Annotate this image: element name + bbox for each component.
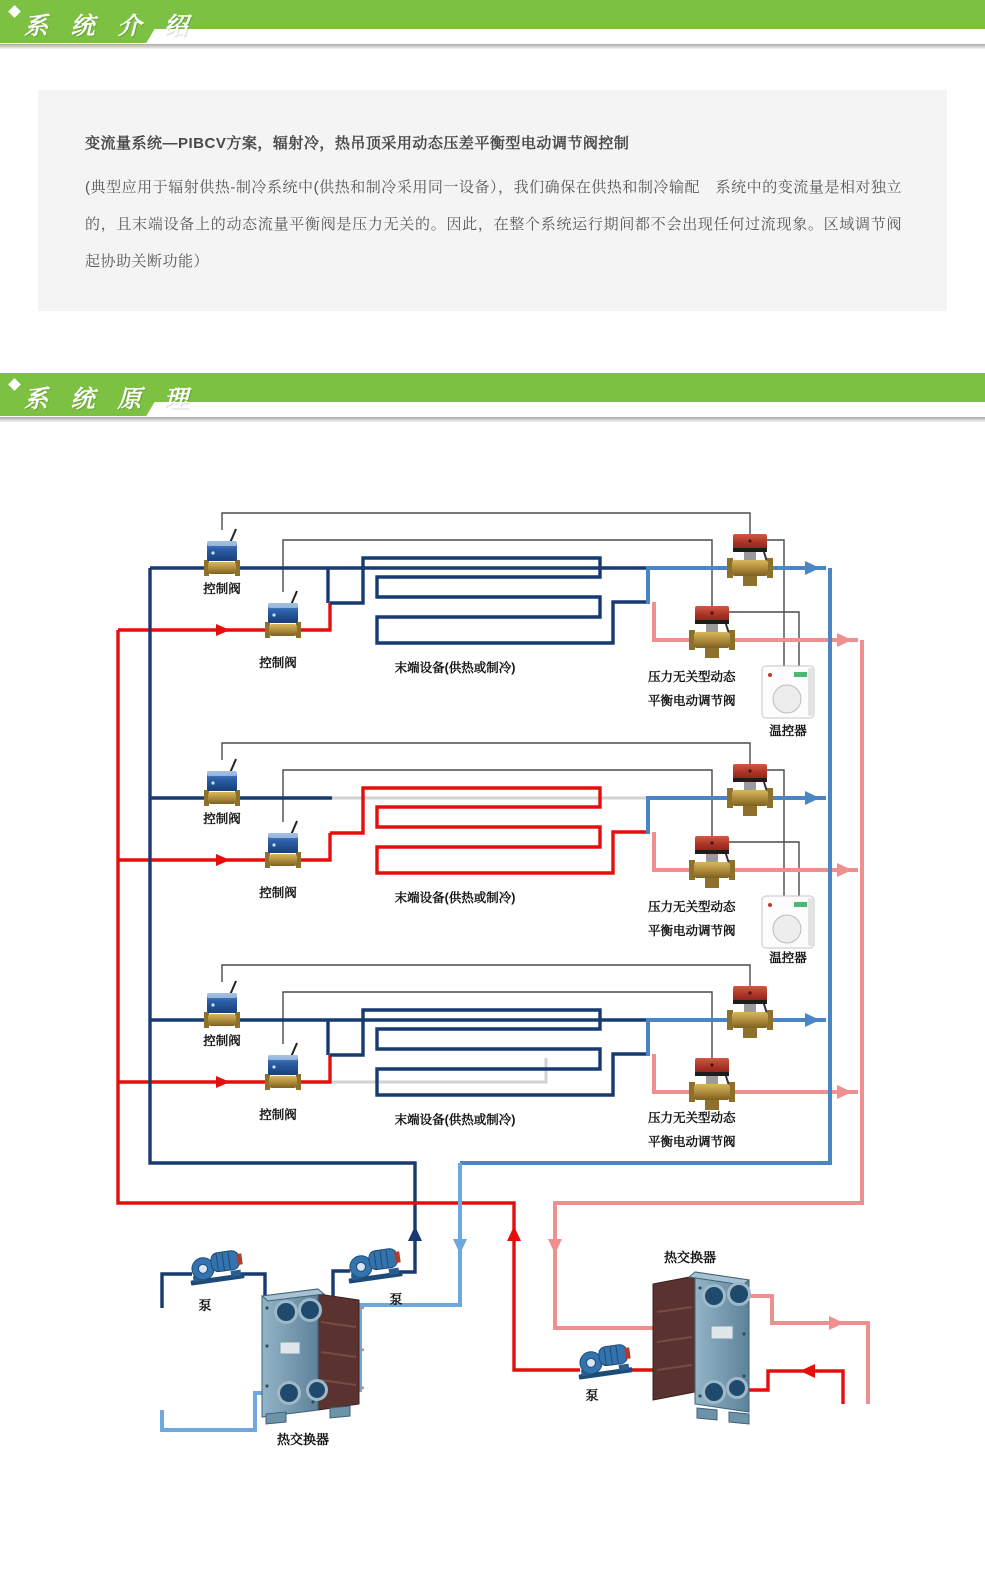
label-pump: 泵 — [585, 1388, 599, 1403]
label-heat-exchanger: 热交换器 — [276, 1432, 330, 1447]
pibcv-valve-icon — [727, 534, 773, 586]
label-control-valve: 控制阀 — [203, 812, 241, 826]
pump-icon — [345, 1247, 403, 1283]
control-valve-icon — [265, 1043, 301, 1090]
label-pibcv-1: 压力无关型动态 — [648, 900, 736, 914]
label-pibcv-1: 压力无关型动态 — [648, 1111, 736, 1125]
label-pibcv-1: 压力无关型动态 — [648, 670, 736, 684]
thermostat-icon — [762, 666, 814, 718]
signal-wires — [222, 513, 799, 1058]
label-control-valve: 控制阀 — [259, 1108, 297, 1122]
label-control-valve: 控制阀 — [259, 886, 297, 900]
control-valve-icon — [204, 529, 240, 576]
control-valve-icon — [265, 821, 301, 868]
pibcv-valve-icon — [727, 764, 773, 816]
pibcv-valve-icon — [727, 986, 773, 1038]
heat-exchanger-icon — [262, 1289, 364, 1424]
heat-exchanger-icon — [653, 1272, 750, 1424]
intro-title: 变流量系统—PIBCV方案，辐射冷，热吊顶采用动态压差平衡型电动调节阀控制 — [85, 135, 630, 152]
label-pibcv-2: 平衡电动调节阀 — [648, 694, 736, 708]
label-pibcv-2: 平衡电动调节阀 — [648, 1135, 736, 1149]
label-terminal-unit: 末端设备(供热或制冷) — [394, 891, 516, 905]
label-heat-exchanger: 热交换器 — [663, 1250, 717, 1265]
control-valve-icon — [265, 591, 301, 638]
section-title: 系 统 介 绍 — [24, 13, 197, 40]
intro-body: (典型应用于辐射供热-制冷系统中(供热和制冷采用同一设备），我们确保在供热和制冷输配 系统中的变流量是相对独立的，且末端设备上的动态流量平衡阀是压力无关的。因此，在整个系统运行期间都不会出现任何过流现象。区域调节阀起协助关断功能） — [85, 179, 902, 270]
control-valve-icon — [204, 759, 240, 806]
thermostat-icon — [762, 896, 814, 948]
pibcv-valve-icon — [689, 836, 735, 888]
intro-panel — [38, 90, 947, 311]
pump-icon — [575, 1343, 633, 1379]
banner-shadow — [0, 417, 985, 422]
label-thermostat: 温控器 — [769, 724, 807, 738]
label-terminal-unit: 末端设备(供热或制冷) — [394, 1113, 516, 1127]
label-terminal-unit: 末端设备(供热或制冷) — [394, 661, 516, 675]
label-thermostat: 温控器 — [769, 951, 807, 965]
label-control-valve: 控制阀 — [203, 1034, 241, 1048]
pump-icon — [187, 1249, 245, 1285]
label-control-valve: 控制阀 — [259, 656, 297, 670]
system-diagram — [0, 430, 985, 1577]
pibcv-valve-icon — [689, 1058, 735, 1110]
section-banner-principle — [0, 373, 985, 422]
banner-shadow — [0, 44, 985, 49]
label-pump: 泵 — [389, 1292, 403, 1307]
pibcv-valve-icon — [689, 606, 735, 658]
section-banner-intro — [0, 0, 985, 49]
label-control-valve: 控制阀 — [203, 582, 241, 596]
control-valve-icon — [204, 981, 240, 1028]
label-pibcv-2: 平衡电动调节阀 — [648, 924, 736, 938]
label-pump: 泵 — [198, 1298, 212, 1313]
section-title: 系 统 原 理 — [24, 386, 197, 413]
